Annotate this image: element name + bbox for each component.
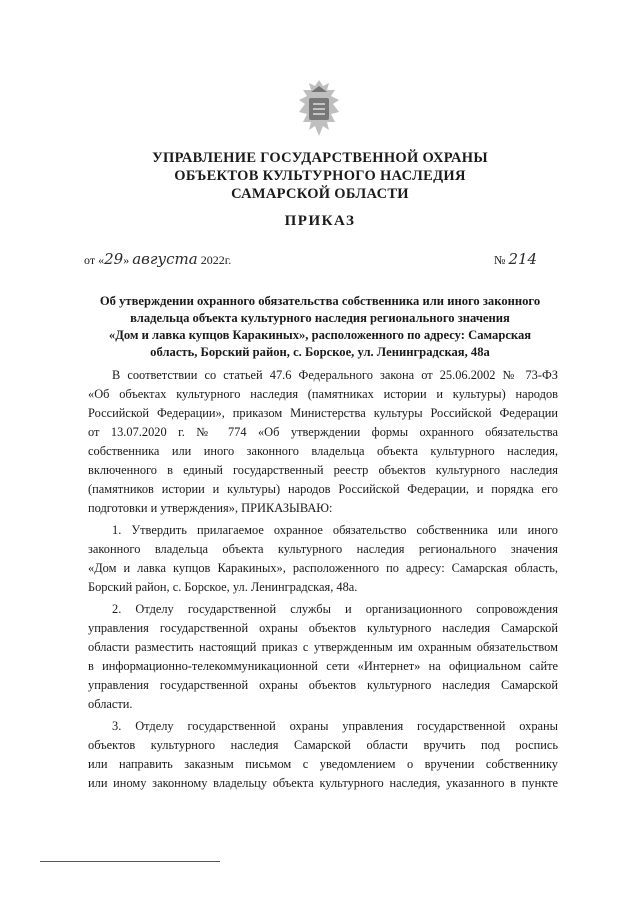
item-3-line: объектов культурного наследия Самарской области вручить под роспись (88, 738, 558, 752)
item-2-line: 2. Отделу государственной службы и организационного сопровождения (112, 602, 558, 616)
intro-line: подготовки и утверждения», ПРИКАЗЫВАЮ: (88, 501, 333, 515)
organization-name-line-2: ОБЪЕКТОВ КУЛЬТУРНОГО НАСЛЕДИЯ (174, 168, 466, 184)
order-number (494, 250, 537, 268)
number-prefix: № (494, 253, 509, 267)
item-2-line: управления государственной охраны объектов культурного наследия Самарской (88, 621, 558, 635)
item-2-line: в информационно-телекоммуникационной сети «Интернет» на официальном сайте (88, 659, 558, 673)
item-3-line: 3. Отделу государственной охраны управления государственной охраны (112, 719, 558, 733)
order-title-line-4: область, Борский район, с. Борское, ул. Ленинградская, 48а (150, 345, 490, 359)
order-title-line-2: владельца объекта культурного наследия регионального значения (130, 311, 510, 325)
order-title-line-1: Об утверждении охранного обязательства собственника или иного законного (99, 294, 541, 308)
item-2-line: управления государственной охраны объектов культурного наследия Самарской (88, 678, 558, 692)
item-1-line: 1. Утвердить прилагаемое охранное обязательство собственника или иного (112, 523, 558, 537)
item-1-line: «Дом и лавка купцов Каракиных», расположенного по адресу: Самарская область, (88, 561, 558, 575)
intro-line: Российской Федерации», приказом Министерства культуры Российской Федерации (88, 406, 558, 420)
item-3-line: или направить заказным письмом с уведомлением о вручении собственнику (88, 757, 558, 771)
intro-line: собственника или иного законного владельца объекта культурного наследия, (88, 444, 558, 458)
item-2-line: области. (88, 697, 133, 711)
organization-name-line-1: УПРАВЛЕНИЕ ГОСУДАРСТВЕННОЙ ОХРАНЫ (152, 150, 488, 166)
intro-line: «Об объектах культурного наследия (памятниках истории и культуры) народов (88, 387, 558, 401)
item-1-line: законного владельца объекта культурного наследия регионального значения (88, 542, 558, 556)
item-1-line: Борский район, с. Борское, ул. Ленинградская, 48а. (88, 580, 358, 594)
order-title-line-3: «Дом и лавка купцов Каракиных», расположенного по адресу: Самарская (108, 328, 532, 342)
intro-line: включенного в единый государственный реестр объектов культурного наследия (88, 463, 558, 477)
item-3-line: или иному законному владельцу объекта культурного наследия, указанного в пункте (88, 776, 558, 790)
item-2-line: области разместить настоящий приказ с утвержденным им охранным обязательством (88, 640, 558, 654)
number-value: 214 (508, 250, 538, 268)
intro-line: (памятников истории и культуры) народов Российской Федерации, и порядка его (88, 482, 558, 496)
date-day: 29 (104, 250, 124, 268)
document-type-title: ПРИКАЗ (284, 213, 356, 229)
order-date (84, 250, 231, 268)
footnote-separator (40, 861, 220, 862)
intro-line: В соответствии со статьей 47.6 Федерального закона от 25.06.2002 № 73-ФЗ (112, 368, 558, 382)
intro-line: от 13.07.2020 г. № 774 «Об утверждении формы охранного обязательства (88, 425, 558, 439)
date-month: августа (132, 250, 198, 268)
date-prefix: от « (84, 253, 105, 267)
coat-of-arms-icon (293, 78, 345, 140)
date-mid: » (123, 253, 133, 267)
date-year: 2022г. (197, 253, 232, 267)
organization-name-line-3: САМАРСКОЙ ОБЛАСТИ (231, 186, 409, 202)
